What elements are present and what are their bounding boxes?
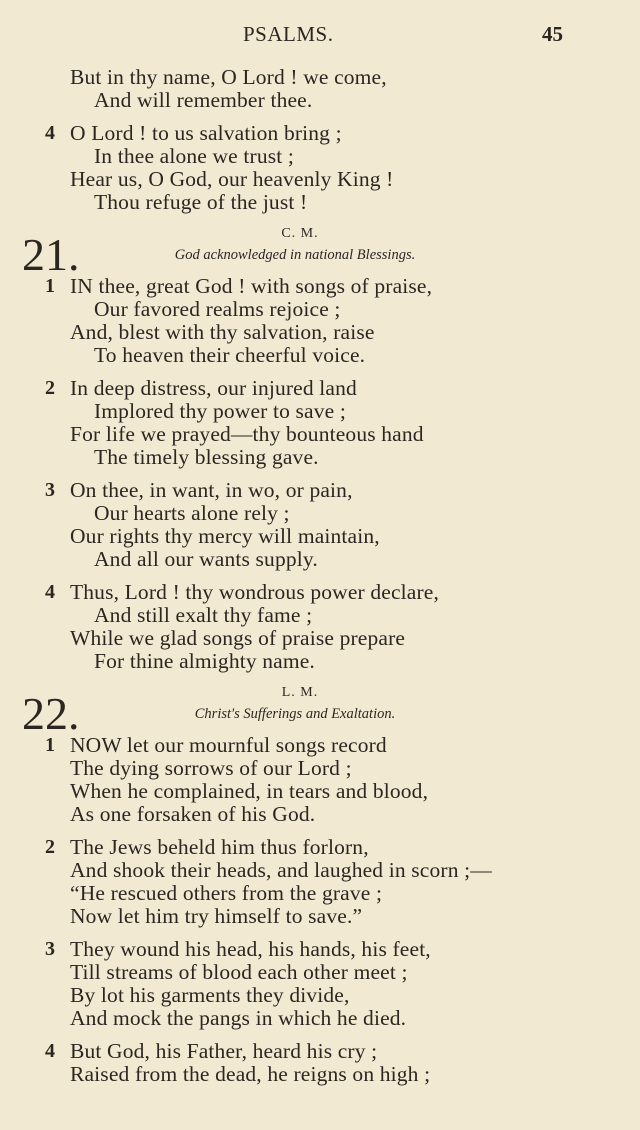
verse-line: On thee, in want, in wo, or pain,: [70, 478, 353, 502]
verse-line: Our hearts alone rely ;: [94, 501, 290, 525]
hymn-title: God acknowledged in national Blessings.: [174, 247, 416, 263]
hymn-heading: [0, 683, 640, 739]
verse-line: Thus, Lord ! thy wondrous power declare,: [70, 580, 440, 604]
verse-line: For life we prayed—thy bounteous hand: [70, 422, 424, 446]
verse-line: In thee alone we trust ;: [94, 144, 295, 168]
verse-line: Our rights thy mercy will maintain,: [70, 524, 380, 548]
verse-line: IN thee, great God ! with songs of praise,: [70, 274, 433, 298]
verse-number: 4: [45, 581, 55, 603]
page-header: [0, 22, 640, 50]
verse-line: While we glad songs of praise prepare: [70, 626, 406, 650]
stanza: [0, 66, 640, 112]
verse-number: 1: [45, 734, 55, 756]
stanza: [0, 122, 640, 214]
hymn-number-period: .: [68, 229, 80, 280]
verse-line: And, blest with thy salvation, raise: [70, 320, 375, 344]
stanza: [0, 275, 640, 367]
verse-line: Implored thy power to save ;: [94, 399, 346, 423]
hymn-number-period: .: [68, 688, 80, 739]
verse-line: In deep distress, our injured land: [70, 376, 357, 400]
verse-line: For thine almighty name.: [94, 649, 315, 673]
verse-line: As one forsaken of his God.: [70, 802, 316, 826]
verse-number: 3: [45, 479, 55, 501]
verse-line: “He rescued others from the grave ;: [70, 881, 383, 905]
verse-line: Thou refuge of the just !: [94, 190, 308, 214]
page-content: [0, 66, 640, 1096]
verse-number: 2: [45, 836, 55, 858]
verse-number: 4: [45, 1040, 55, 1062]
verse-line: The timely blessing gave.: [94, 445, 319, 469]
verse-line: Hear us, O God, our heavenly King !: [70, 167, 394, 191]
hymn-meter: C. M.: [281, 226, 319, 241]
hymn-number-text: 22: [22, 688, 68, 739]
stanza: [0, 581, 640, 673]
hymn-title: Christ's Sufferings and Exaltation.: [194, 706, 396, 722]
verse-line: The dying sorrows of our Lord ;: [70, 756, 352, 780]
stanza: [0, 1040, 640, 1086]
stanza: [0, 836, 640, 928]
verse-line: The Jews beheld him thus forlorn,: [70, 835, 369, 859]
stanza: [0, 377, 640, 469]
verse-line: And still exalt thy fame ;: [94, 603, 313, 627]
verse-line: When he complained, in tears and blood,: [70, 779, 429, 803]
verse-line: And all our wants supply.: [94, 547, 318, 571]
verse-line: But God, his Father, heard his cry ;: [70, 1039, 378, 1063]
hymn-meter: L. M.: [281, 685, 319, 700]
verse-line: Our favored realms rejoice ;: [94, 297, 341, 321]
verse-line: But in thy name, O Lord ! we come,: [70, 65, 387, 89]
verse-number: 3: [45, 938, 55, 960]
verse-line: To heaven their cheerful voice.: [94, 343, 366, 367]
page-number: 45: [542, 22, 563, 46]
verse-line: They wound his head, his hands, his feet,: [70, 937, 431, 961]
verse-line: Now let him try himself to save.”: [70, 904, 363, 928]
verse-number: 4: [45, 122, 55, 144]
verse-line: O Lord ! to us salvation bring ;: [70, 121, 342, 145]
running-title: PSALMS.: [243, 22, 334, 46]
verse-line: And will remember thee.: [94, 88, 313, 112]
stanza: [0, 734, 640, 826]
verse-number: 1: [45, 275, 55, 297]
hymn-heading: [0, 224, 640, 280]
verse-number: 2: [45, 377, 55, 399]
verse-line: By lot his garments they divide,: [70, 983, 350, 1007]
hymn-number-text: 21: [22, 229, 68, 280]
verse-line: NOW let our mournful songs record: [70, 733, 387, 757]
verse-line: Raised from the dead, he reigns on high ;: [70, 1062, 431, 1086]
stanza: [0, 938, 640, 1030]
verse-line: And mock the pangs in which he died.: [70, 1006, 407, 1030]
verse-line: Till streams of blood each other meet ;: [70, 960, 408, 984]
stanza: [0, 479, 640, 571]
verse-line: And shook their heads, and laughed in scorn ;—: [70, 858, 492, 882]
